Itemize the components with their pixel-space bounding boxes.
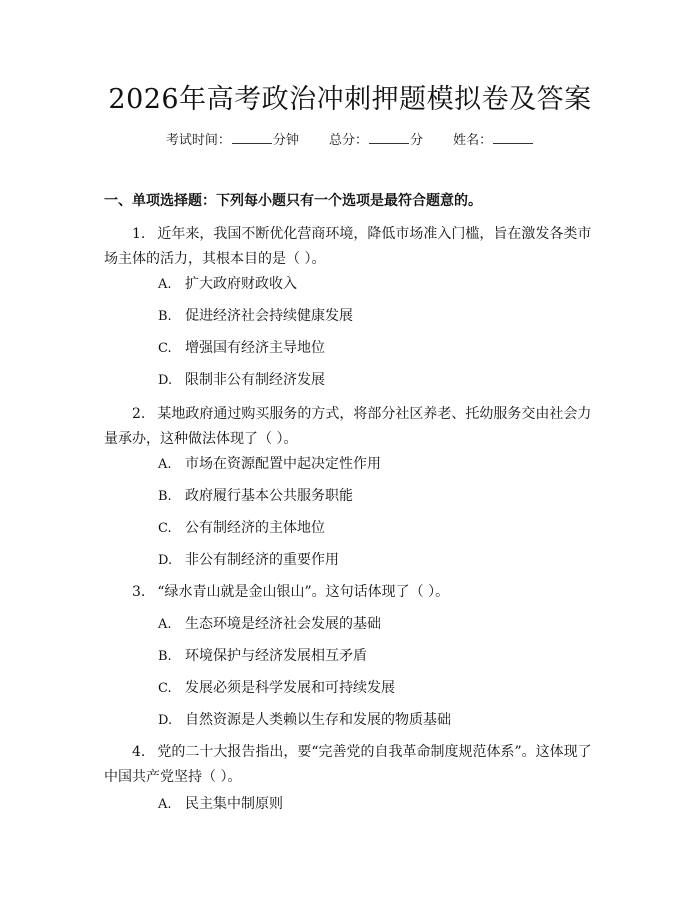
total-score-label: 总分：: [328, 133, 368, 148]
question-number: 3.: [132, 584, 146, 600]
option-text: 生态环境是经济社会发展的基础: [185, 616, 381, 632]
question-2: [104, 402, 600, 452]
total-score-unit: 分: [410, 133, 424, 148]
option-text: 非公有制经济的重要作用: [185, 552, 339, 568]
option-letter: B.: [158, 309, 172, 324]
option-letter: D.: [158, 553, 173, 568]
option-letter: C.: [158, 341, 172, 356]
option-text: 环境保护与经济发展相互矛盾: [185, 648, 367, 664]
option-text: 民主集中制原则: [185, 796, 283, 812]
option-text: 公有制经济的主体地位: [185, 520, 325, 536]
question-1-option-d: [158, 370, 325, 391]
question-text: “绿水青山就是金山银山”。这句话体现了（ ）。: [157, 584, 450, 600]
page-title: 2026年高考政治冲刺押题模拟卷及答案: [108, 84, 592, 115]
question-3-option-c: [158, 678, 395, 699]
question-text: 某地政府通过购买服务的方式，将部分社区养老、托幼服务交由社会力量承办，这种做法体现了（ ）。: [104, 406, 592, 447]
question-number: 2.: [132, 406, 146, 422]
option-text: 自然资源是人类赖以生存和发展的物质基础: [185, 712, 451, 728]
question-3-option-a: [158, 614, 381, 635]
option-letter: A.: [158, 797, 172, 812]
question-3: [104, 580, 600, 605]
option-text: 增强国有经济主导地位: [185, 340, 325, 356]
option-text: 限制非公有制经济发展: [185, 372, 325, 388]
option-letter: A.: [158, 277, 172, 292]
option-letter: B.: [158, 489, 172, 504]
question-2-option-a: [158, 454, 381, 475]
option-letter: A.: [158, 617, 172, 632]
option-letter: B.: [158, 649, 172, 664]
option-text: 政府履行基本公共服务职能: [185, 488, 353, 504]
exam-time-label: 考试时间：: [165, 133, 231, 148]
question-3-option-d: [158, 710, 451, 731]
question-3-option-b: [158, 646, 367, 667]
question-2-option-d: [158, 550, 339, 571]
option-text: 促进经济社会持续健康发展: [185, 308, 353, 324]
total-score-field: [329, 131, 423, 151]
option-letter: A.: [158, 457, 172, 472]
option-letter: C.: [158, 521, 172, 536]
exam-time-unit: 分钟: [272, 133, 299, 148]
option-letter: C.: [158, 681, 172, 696]
option-letter: D.: [158, 713, 173, 728]
question-number: 1.: [132, 226, 146, 242]
option-letter: D.: [158, 373, 173, 388]
student-name-label: 姓名：: [453, 133, 493, 148]
student-name-field: [453, 131, 534, 151]
question-4-option-a: [158, 794, 283, 815]
question-4: [104, 740, 600, 790]
option-text: 市场在资源配置中起决定性作用: [185, 456, 381, 472]
question-1-option-b: [158, 306, 353, 327]
exam-time-field: [166, 131, 299, 151]
question-2-option-c: [158, 518, 325, 539]
option-text: 发展必须是科学发展和可持续发展: [185, 680, 395, 696]
student-name-blank: [493, 131, 533, 144]
question-text: 党的二十大报告指出，要“完善党的自我革命制度规范体系”。这体现了中国共产党坚持（ ）。: [104, 744, 592, 785]
section-heading: 一、单项选择题：下列每小题只有一个选项是最符合题意的。: [104, 193, 482, 209]
question-1-option-c: [158, 338, 325, 359]
exam-info-line: [0, 131, 700, 151]
question-text: 近年来，我国不断优化营商环境，降低市场准入门槛，旨在激发各类市场主体的活力，其根本目的是（ ）。: [104, 226, 592, 267]
question-number: 4.: [132, 744, 146, 760]
total-score-blank: [369, 131, 409, 144]
question-1-option-a: [158, 274, 297, 295]
exam-time-blank: [232, 131, 272, 144]
question-1: [104, 222, 600, 272]
question-2-option-b: [158, 486, 353, 507]
option-text: 扩大政府财政收入: [185, 276, 297, 292]
